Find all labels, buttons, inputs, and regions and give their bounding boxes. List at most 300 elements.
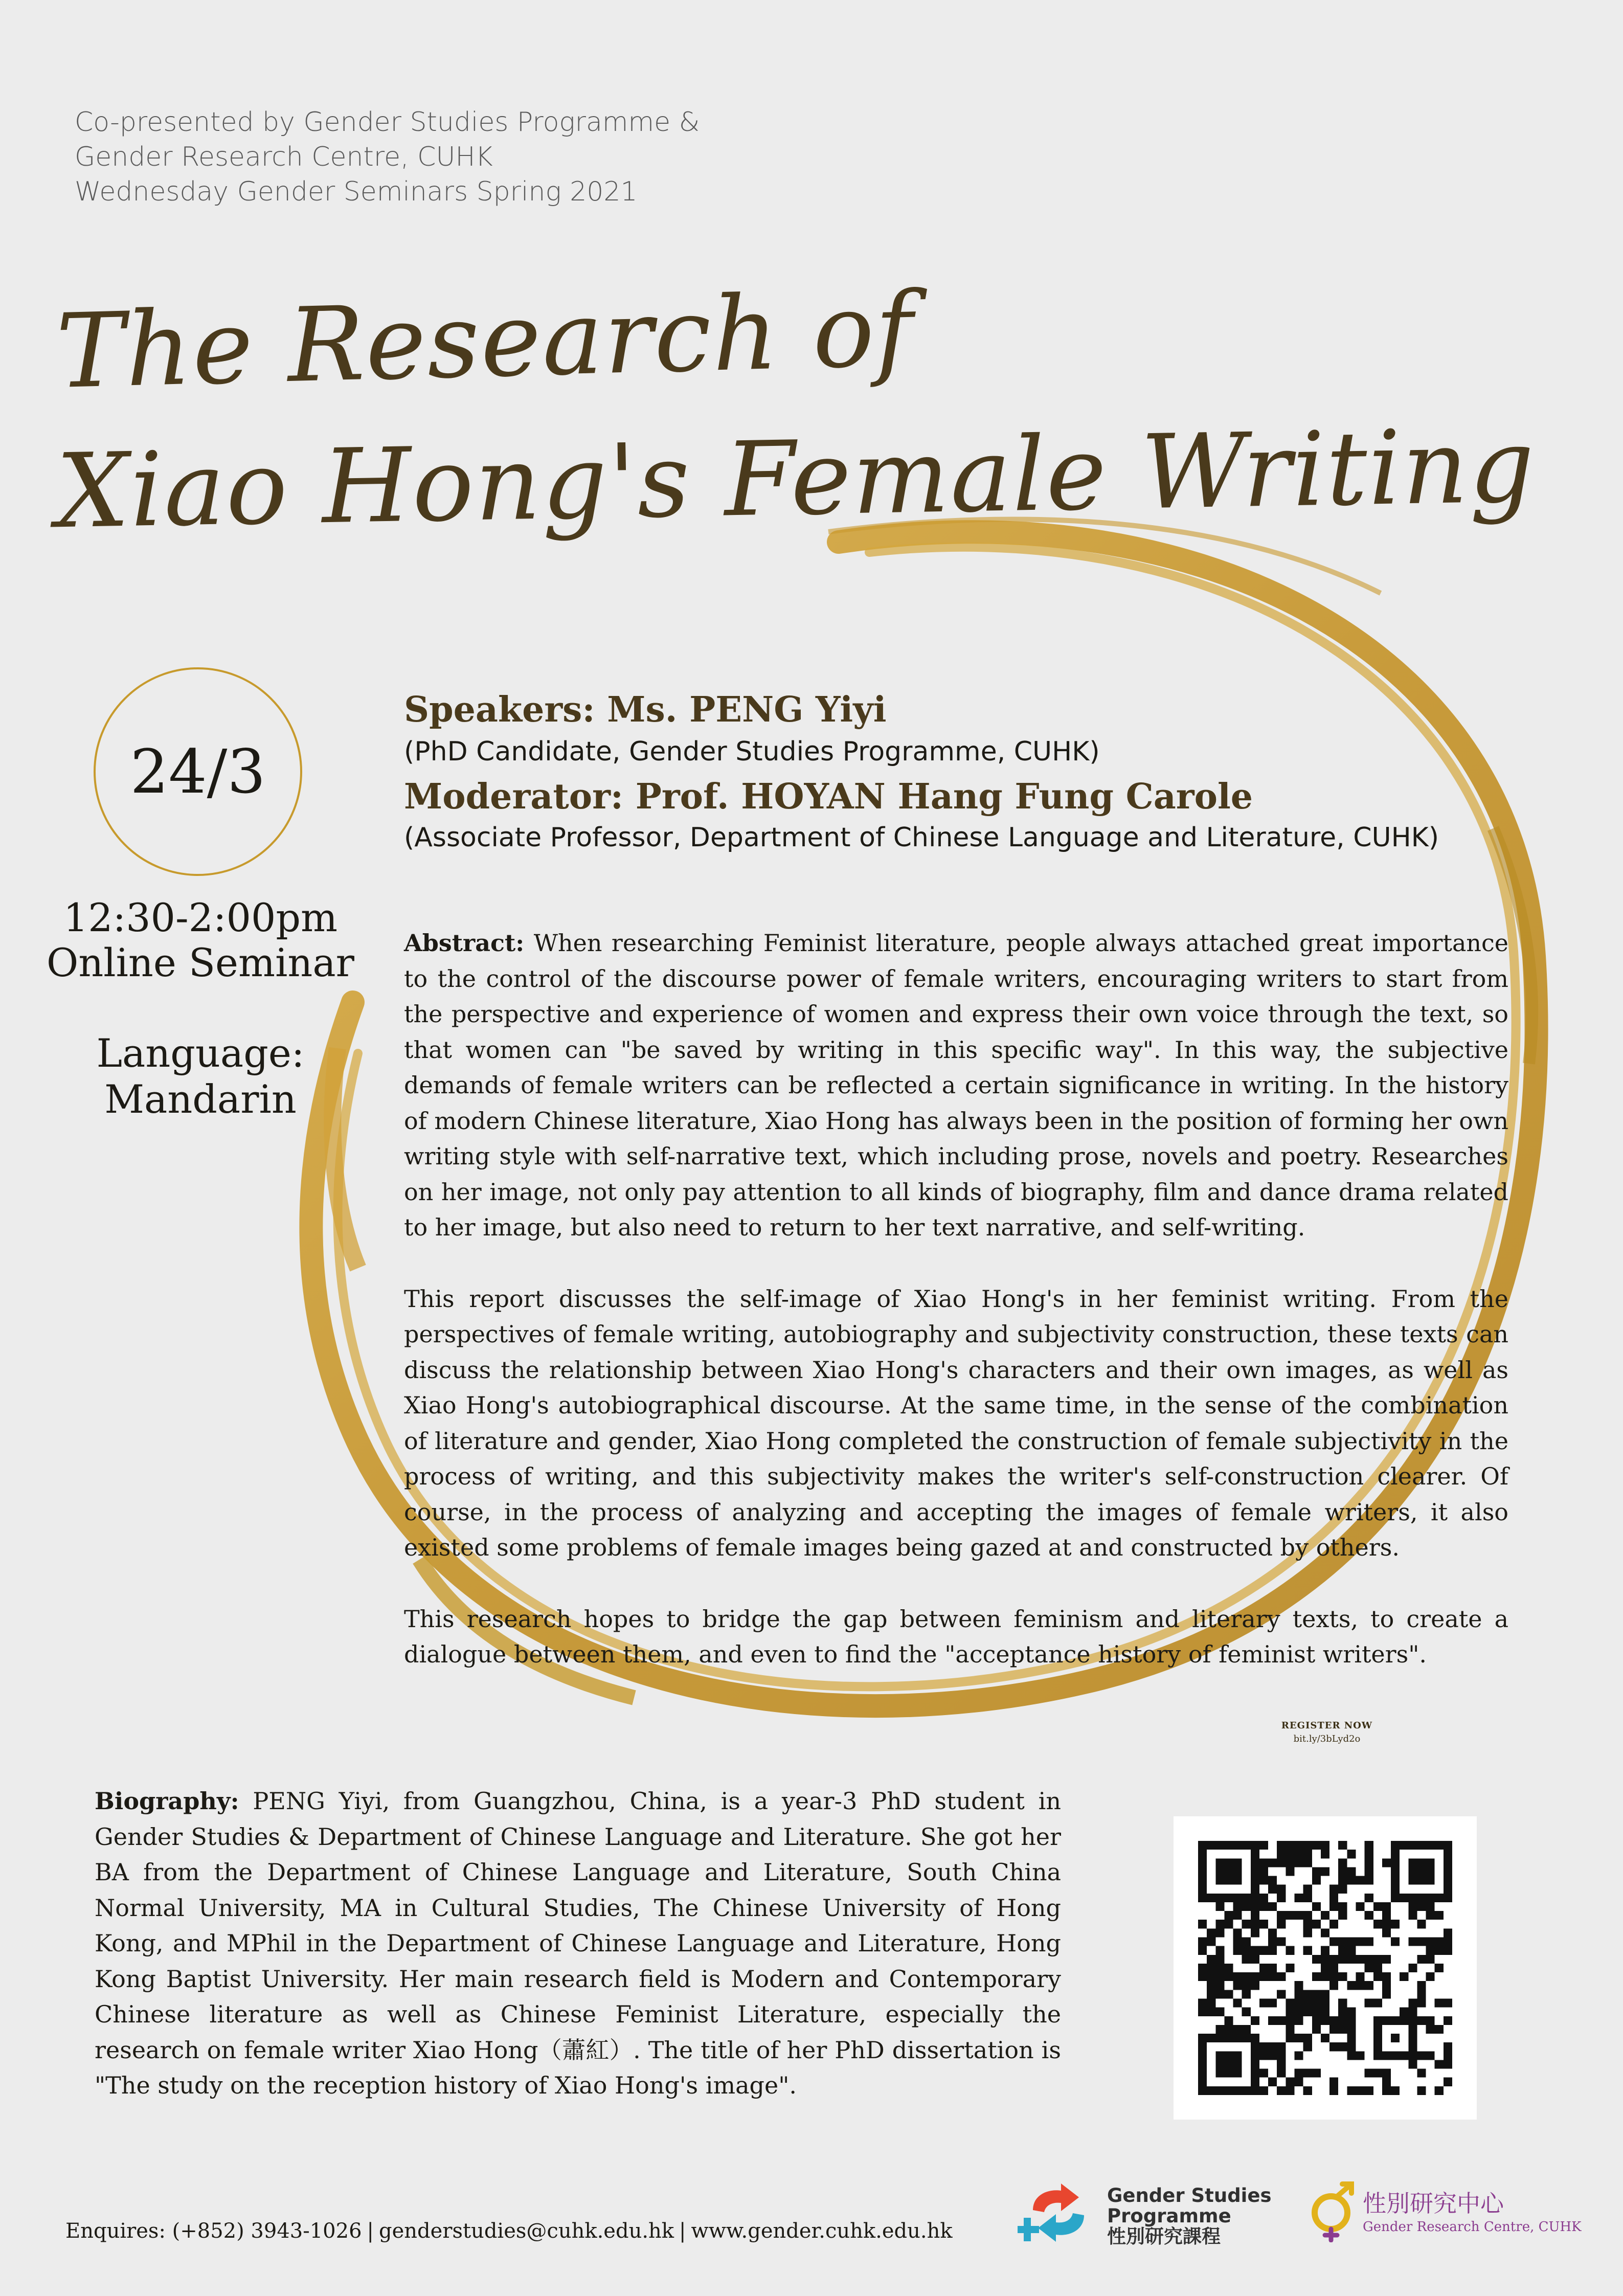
qr-module (1198, 2008, 1207, 2016)
qr-module (1277, 2060, 1286, 2068)
qr-module (1365, 1858, 1373, 1867)
footer-website[interactable]: www.gender.cuhk.edu.hk (691, 2219, 953, 2243)
qr-module (1198, 1885, 1207, 1894)
qr-module (1347, 2008, 1356, 2016)
qr-module (1268, 1946, 1277, 1955)
qr-module (1251, 1876, 1259, 1885)
language-label: Language: (96, 1030, 305, 1076)
qr-module (1426, 2025, 1435, 2034)
qr-module (1259, 1998, 1268, 2007)
qr-module (1207, 1928, 1215, 1937)
qr-module (1259, 1946, 1268, 1955)
qr-module (1391, 1858, 1400, 1867)
qr-module (1224, 1867, 1233, 1876)
qr-module (1295, 2034, 1303, 2042)
qr-module (1408, 2034, 1417, 2042)
qr-module (1207, 1998, 1215, 2007)
qr-module (1382, 1990, 1391, 1998)
qr-module (1356, 1981, 1364, 1990)
qr-module (1444, 1946, 1452, 1955)
qr-module (1382, 1955, 1391, 1964)
qr-module (1233, 1938, 1242, 1946)
qr-module (1242, 2086, 1251, 2095)
qr-module (1321, 2034, 1329, 2042)
register-label[interactable]: REGISTER NOW (1281, 1720, 1373, 1731)
qr-module (1295, 2069, 1303, 2078)
qr-module (1408, 2051, 1417, 2060)
qr-module (1400, 1894, 1408, 1902)
qr-module (1224, 2086, 1233, 2095)
qr-module (1224, 1972, 1233, 1981)
qr-module (1215, 2069, 1224, 2078)
qr-module (1259, 2042, 1268, 2051)
qr-module (1233, 1981, 1242, 1990)
qr-module (1277, 1858, 1286, 1867)
qr-module (1268, 2016, 1277, 2025)
qr-module (1295, 1894, 1303, 1902)
qr-module (1224, 1841, 1233, 1850)
qr-module (1224, 1911, 1233, 1920)
qr-module (1277, 1885, 1286, 1894)
grc-emblem-icon (1306, 2181, 1358, 2242)
qr-module (1207, 1841, 1215, 1850)
qr-module (1198, 2078, 1207, 2086)
qr-module (1224, 2069, 1233, 2078)
qr-module (1417, 1876, 1426, 1885)
qr-module (1329, 1894, 1338, 1902)
qr-module (1338, 2025, 1347, 2034)
qr-module (1286, 2016, 1294, 2025)
qr-module (1295, 2008, 1303, 2016)
qr-module (1251, 1972, 1259, 1981)
qr-module (1408, 2060, 1417, 2068)
qr-module (1347, 1981, 1356, 1990)
qr-module (1251, 1867, 1259, 1876)
gender-studies-programme-logo (1018, 2179, 1289, 2246)
qr-module (1215, 1928, 1224, 1937)
qr-module (1233, 1858, 1242, 1867)
qr-module (1435, 1894, 1444, 1902)
qr-module (1303, 1850, 1312, 1858)
qr-module (1295, 2016, 1303, 2025)
qr-module (1198, 1858, 1207, 1867)
qr-module (1303, 2008, 1312, 2016)
qr-module (1435, 2025, 1444, 2034)
qr-module (1207, 1955, 1215, 1964)
qr-module (1242, 2034, 1251, 2042)
qr-module (1215, 1946, 1224, 1955)
qr-module (1356, 2051, 1364, 2060)
qr-module (1400, 2008, 1408, 2016)
qr-module (1382, 2051, 1391, 2060)
biography-text: PENG Yiyi, from Guangzhou, China, is a year-3 PhD student in Gender Studies & Department of Chinese Language and Literature. She got her BA from the Department of Chinese Language and Literature, South China Normal University, MA in Cultural Studies, The Chinese University of Hong Kong, and MPhil in the Department of Chinese Language and Literature, Hong Kong Baptist University. Her main research field is Modern and Contemporary Chinese literature as well as Chinese Feminist Literature, especially the research on female writer Xiao Hong（蕭紅）. The title of her PhD dissertation is "The study on the reception history of Xiao Hong's image". (95, 1787, 1061, 2099)
qr-module (1251, 1955, 1259, 1964)
qr-module (1365, 1998, 1373, 2007)
qr-module (1233, 2060, 1242, 2068)
qr-module (1207, 1981, 1215, 1990)
qr-module (1277, 2086, 1286, 2095)
qr-module (1259, 2069, 1268, 2078)
qr-module (1277, 1920, 1286, 1928)
qr-module (1435, 1946, 1444, 1955)
qr-module (1329, 1920, 1338, 1928)
qr-module (1286, 2008, 1294, 2016)
qr-module (1417, 1867, 1426, 1876)
qr-module (1391, 1920, 1400, 1928)
title-line-1: The Research of (55, 270, 916, 412)
qr-module (1215, 2008, 1224, 2016)
qr-module (1277, 1990, 1286, 1998)
qr-module (1198, 1964, 1207, 1972)
qr-module (1312, 2069, 1321, 2078)
abstract (404, 926, 1508, 1708)
qr-module (1198, 2086, 1207, 2095)
qr-module (1215, 1858, 1224, 1867)
qr-module (1242, 1894, 1251, 1902)
qr-module (1347, 1946, 1356, 1955)
qr-module (1426, 1858, 1435, 1867)
qr-module (1207, 1894, 1215, 1902)
qr-module (1329, 2016, 1338, 2025)
qr-module (1224, 2060, 1233, 2068)
qr-module (1417, 1920, 1426, 1928)
qr-module (1373, 1920, 1382, 1928)
qr-module (1198, 1876, 1207, 1885)
qr-module (1224, 1894, 1233, 1902)
qr-module (1303, 2042, 1312, 2051)
qr-module (1215, 1955, 1224, 1964)
gsp-logo-text (1107, 2186, 1271, 2247)
qr-module (1417, 1998, 1426, 2007)
qr-module (1215, 2034, 1224, 2042)
qr-module (1338, 1858, 1347, 1867)
qr-module (1286, 1858, 1294, 1867)
qr-module (1408, 1938, 1417, 1946)
qr-module (1242, 1938, 1251, 1946)
qr-module (1391, 2086, 1400, 2095)
qr-module (1329, 1964, 1338, 1972)
qr-module (1435, 1964, 1444, 1972)
qr-module (1233, 1902, 1242, 1911)
qr-module (1408, 1841, 1417, 1850)
qr-module (1382, 2078, 1391, 2086)
qr-module (1321, 1998, 1329, 2007)
qr-module (1417, 2069, 1426, 2078)
qr-module (1207, 1990, 1215, 1998)
qr-module (1356, 1876, 1364, 1885)
qr-module (1408, 2008, 1417, 2016)
qr-module (1286, 2086, 1294, 2095)
qr-module (1408, 2025, 1417, 2034)
qr-module (1321, 1990, 1329, 1998)
qr-module (1251, 1841, 1259, 1850)
qr-module (1382, 2069, 1391, 2078)
qr-module (1391, 1850, 1400, 1858)
qr-module (1233, 2051, 1242, 2060)
qr-module (1435, 2060, 1444, 2068)
qr-module (1391, 2034, 1400, 2042)
qr-module (1365, 1911, 1373, 1920)
qr-module (1242, 2025, 1251, 2034)
qr-module (1417, 1902, 1426, 1911)
qr-module (1391, 1885, 1400, 1894)
qr-module (1215, 1920, 1224, 1928)
qr-module (1259, 1920, 1268, 1928)
qr-module (1373, 2025, 1382, 2034)
qr-module (1417, 2016, 1426, 2025)
qr-module (1408, 1894, 1417, 1902)
qr-module (1444, 2042, 1452, 2051)
gsp-line-2: Programme (1107, 2205, 1231, 2227)
qr-module (1444, 1876, 1452, 1885)
qr-module (1365, 1867, 1373, 1876)
qr-module (1268, 1858, 1277, 1867)
qr-module (1382, 2016, 1391, 2025)
qr-module (1417, 1938, 1426, 1946)
qr-module (1224, 1990, 1233, 1998)
qr-module (1426, 1955, 1435, 1964)
qr-module (1268, 1928, 1277, 1937)
biography-label: Biography: (95, 1787, 239, 1815)
qr-module (1329, 1885, 1338, 1894)
language-value: Mandarin (104, 1076, 297, 1122)
abstract-paragraph-1 (404, 926, 1508, 1246)
qr-module (1321, 1928, 1329, 1937)
footer-phone: Enquires: (+852) 3943-1026 (65, 2219, 362, 2243)
qr-module (1224, 2034, 1233, 2042)
qr-module (1391, 1841, 1400, 1850)
qr-module (1198, 1946, 1207, 1955)
qr-module (1426, 2051, 1435, 2060)
co-presenter-header (75, 105, 700, 209)
qr-module (1312, 1972, 1321, 1981)
qr-module (1400, 2051, 1408, 2060)
qr-module (1417, 1841, 1426, 1850)
qr-module (1295, 2078, 1303, 2086)
qr-module (1251, 2078, 1259, 2086)
qr-module (1312, 2025, 1321, 2034)
qr-module (1382, 1858, 1391, 1867)
qr-module (1408, 1911, 1417, 1920)
qr-module (1277, 1894, 1286, 1902)
qr-module (1373, 2034, 1382, 2042)
qr-module (1365, 2086, 1373, 2095)
qr-module (1444, 2051, 1452, 2060)
qr-module (1338, 1841, 1347, 1850)
qr-module (1391, 1938, 1400, 1946)
qr-module (1198, 1972, 1207, 1981)
gender-research-centre-logo (1306, 2181, 1613, 2247)
qr-module (1408, 1964, 1417, 1972)
qr-module (1286, 2034, 1294, 2042)
qr-module (1259, 1894, 1268, 1902)
qr-module (1417, 2086, 1426, 2095)
qr-module (1356, 1972, 1364, 1981)
qr-module (1198, 1938, 1207, 1946)
qr-module (1268, 1938, 1277, 1946)
qr-module (1365, 1841, 1373, 1850)
qr-module (1417, 2051, 1426, 2060)
grc-chinese: 性別研究中心 (1363, 2190, 1504, 2217)
qr-code-card[interactable] (1174, 1816, 1477, 2120)
qr-module (1198, 2034, 1207, 2042)
qr-module (1321, 1972, 1329, 1981)
qr-module (1251, 1885, 1259, 1894)
qr-module (1347, 2051, 1356, 2060)
qr-module (1198, 2069, 1207, 2078)
event-date: 24/3 (130, 736, 266, 807)
qr-module (1277, 1850, 1286, 1858)
qr-module (1338, 2008, 1347, 2016)
qr-module (1338, 1867, 1347, 1876)
qr-module (1417, 1955, 1426, 1964)
qr-module (1251, 2086, 1259, 2095)
qr-module (1303, 1885, 1312, 1894)
qr-module (1444, 1885, 1452, 1894)
qr-module (1365, 2069, 1373, 2078)
qr-module (1356, 1955, 1364, 1964)
qr-module (1347, 2034, 1356, 2042)
qr-module (1347, 1850, 1356, 1858)
qr-module (1295, 1998, 1303, 2007)
qr-module (1391, 2051, 1400, 2060)
event-format: Online Seminar (47, 940, 354, 985)
qr-module (1259, 2051, 1268, 2060)
qr-module (1426, 1894, 1435, 1902)
qr-module (1329, 2086, 1338, 2095)
qr-module (1224, 1876, 1233, 1885)
qr-module (1303, 1928, 1312, 1937)
qr-module (1338, 1955, 1347, 1964)
qr-module (1277, 2051, 1286, 2060)
qr-module (1373, 1964, 1382, 1972)
qr-module (1347, 1955, 1356, 1964)
qr-module (1312, 1876, 1321, 1885)
qr-module (1268, 1902, 1277, 1911)
qr-module (1198, 1920, 1207, 1928)
qr-module (1286, 2025, 1294, 2034)
qr-module (1268, 2042, 1277, 2051)
qr-module (1321, 1867, 1329, 1876)
qr-module (1242, 1920, 1251, 1928)
qr-module (1286, 1946, 1294, 1955)
qr-module (1295, 1981, 1303, 1990)
footer-email[interactable]: genderstudies@cuhk.edu.hk (379, 2219, 674, 2243)
qr-module (1277, 2042, 1286, 2051)
qr-module (1268, 1972, 1277, 1981)
qr-module (1444, 1894, 1452, 1902)
qr-module (1242, 1955, 1251, 1964)
qr-module (1365, 1894, 1373, 1902)
qr-module (1295, 1841, 1303, 1850)
qr-module (1373, 1972, 1382, 1981)
qr-module (1338, 1902, 1347, 1911)
qr-module (1329, 1972, 1338, 1981)
register-now[interactable] (1268, 1719, 1386, 1746)
qr-module (1365, 1938, 1373, 1946)
qr-code[interactable] (1198, 1841, 1452, 2095)
qr-module (1329, 1981, 1338, 1990)
qr-module (1303, 1911, 1312, 1920)
qr-module (1286, 1964, 1294, 1972)
qr-module (1251, 2034, 1259, 2042)
qr-module (1277, 1841, 1286, 1850)
qr-module (1338, 2042, 1347, 2051)
qr-module (1215, 1981, 1224, 1990)
qr-module (1233, 1928, 1242, 1937)
qr-module (1408, 1867, 1417, 1876)
qr-module (1408, 2016, 1417, 2025)
qr-module (1312, 1990, 1321, 1998)
qr-module (1233, 1911, 1242, 1920)
qr-module (1224, 2016, 1233, 2025)
qr-module (1382, 1981, 1391, 1990)
footer-separator: | (367, 2219, 374, 2243)
qr-module (1347, 2086, 1356, 2095)
qr-module (1312, 1841, 1321, 1850)
footer-separator: | (679, 2219, 686, 2243)
qr-module (1277, 2069, 1286, 2078)
qr-module (1391, 1867, 1400, 1876)
qr-module (1444, 1998, 1452, 2007)
qr-module (1373, 1998, 1382, 2007)
register-url[interactable]: bit.ly/3bLyd2o (1293, 1734, 1361, 1744)
qr-module (1207, 1964, 1215, 1972)
qr-module (1303, 2069, 1312, 2078)
qr-module (1321, 1964, 1329, 1972)
qr-module (1207, 2086, 1215, 2095)
qr-module (1198, 1850, 1207, 1858)
qr-module (1198, 2060, 1207, 2068)
qr-module (1224, 1920, 1233, 1928)
qr-module (1251, 2016, 1259, 2025)
qr-module (1303, 1920, 1312, 1928)
qr-module (1251, 1858, 1259, 1867)
qr-module (1268, 1876, 1277, 1885)
qr-module (1373, 2069, 1382, 2078)
qr-module (1321, 1911, 1329, 1920)
header-line-1: Co-presented by Gender Studies Programme & (75, 107, 700, 138)
qr-module (1417, 1858, 1426, 1867)
gsp-emblem-icon (1018, 2179, 1099, 2246)
qr-module (1426, 2016, 1435, 2025)
qr-module (1356, 1902, 1364, 1911)
qr-module (1426, 1972, 1435, 1981)
qr-module (1347, 1867, 1356, 1876)
qr-module (1373, 1902, 1382, 1911)
qr-module (1435, 1911, 1444, 1920)
qr-module (1277, 1938, 1286, 1946)
qr-module (1224, 1858, 1233, 1867)
qr-module (1391, 1894, 1400, 1902)
qr-module (1321, 1850, 1329, 1858)
qr-module (1444, 1858, 1452, 1867)
grc-english: Gender Research Centre, CUHK (1363, 2219, 1582, 2235)
qr-module (1426, 1911, 1435, 1920)
qr-module (1312, 2008, 1321, 2016)
qr-module (1329, 1955, 1338, 1964)
qr-module (1356, 2086, 1364, 2095)
qr-module (1233, 1867, 1242, 1876)
qr-module (1259, 1972, 1268, 1981)
qr-module (1295, 1858, 1303, 1867)
qr-module (1215, 2060, 1224, 2068)
speaker-name: Speakers: Ms. PENG Yiyi (404, 689, 887, 730)
qr-module (1268, 2078, 1277, 2086)
qr-module (1408, 1998, 1417, 2007)
qr-module (1347, 2025, 1356, 2034)
qr-module (1444, 2060, 1452, 2068)
